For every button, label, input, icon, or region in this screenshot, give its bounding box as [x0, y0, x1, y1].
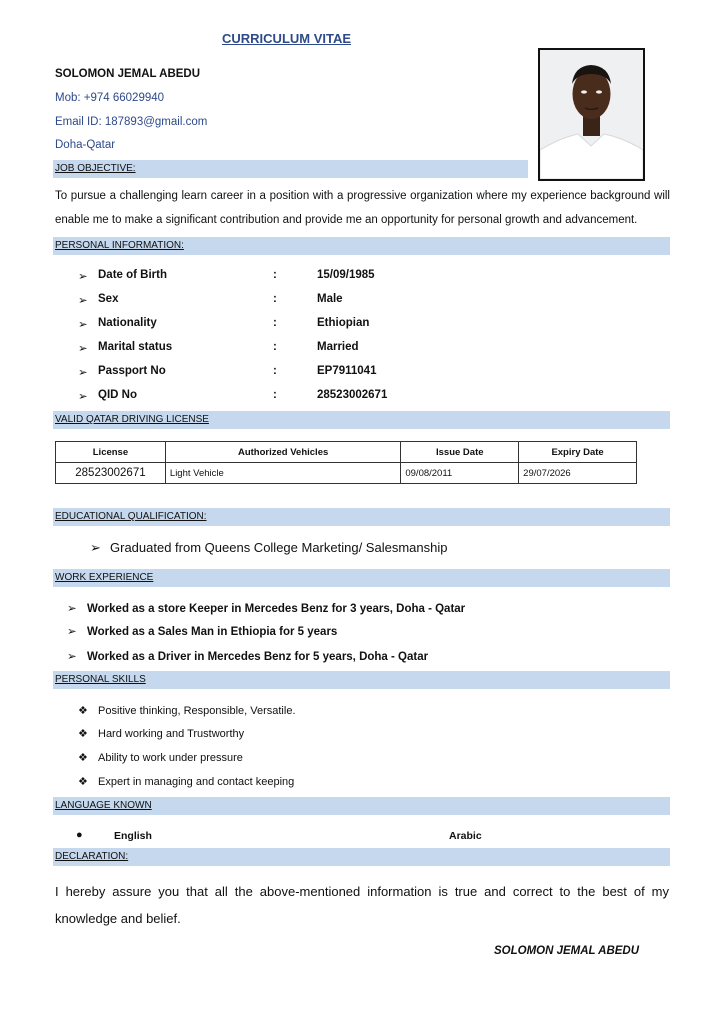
table-cell: 28523002671: [56, 463, 166, 484]
arrow-bullet-icon: ➢: [78, 391, 88, 403]
profile-photo: [538, 48, 645, 181]
table-cell: 29/07/2026: [519, 463, 637, 484]
work-text: Worked as a store Keeper in Mercedes Benz for 3 years, Doha - Qatar: [87, 603, 466, 615]
arrow-bullet-icon: ➢: [67, 651, 77, 663]
info-value: 28523002671: [317, 389, 388, 401]
arrow-bullet-icon: ➢: [90, 540, 101, 555]
arrow-bullet-icon: ➢: [78, 295, 88, 307]
info-label: QID No: [98, 389, 137, 401]
info-colon: :: [273, 317, 277, 329]
column-header: License: [56, 442, 166, 463]
work-experience-heading: WORK EXPERIENCE: [53, 569, 670, 587]
info-row-marital-status: [78, 341, 359, 361]
language-heading: LANGUAGE KNOWN: [53, 797, 670, 815]
language-english: English: [114, 830, 152, 842]
info-colon: :: [273, 293, 277, 305]
diamond-bullet-icon: ❖: [78, 776, 88, 788]
info-value: EP7911041: [317, 365, 377, 377]
diamond-bullet-icon: ❖: [78, 705, 88, 717]
table-cell: 09/08/2011: [401, 463, 519, 484]
page-title: CURRICULUM VITAE: [222, 31, 352, 46]
candidate-name: SOLOMON JEMAL ABEDU: [55, 68, 201, 80]
arrow-bullet-icon: ➢: [78, 271, 88, 283]
info-value: Ethiopian: [317, 317, 370, 329]
driving-license-heading: VALID QATAR DRIVING LICENSE: [53, 411, 670, 429]
table-row: [56, 463, 637, 484]
info-value: Married: [317, 341, 359, 353]
info-colon: :: [273, 269, 277, 281]
skill-item: [78, 704, 296, 717]
arrow-bullet-icon: ➢: [78, 343, 88, 355]
work-item: [67, 649, 428, 663]
declaration-heading: DECLARATION:: [53, 848, 670, 866]
info-row-qid: [78, 389, 388, 409]
skill-item: [78, 775, 294, 788]
work-text: Worked as a Sales Man in Ethiopia for 5 years: [87, 626, 338, 638]
info-row-sex: [78, 293, 343, 313]
language-arabic: Arabic: [449, 830, 482, 842]
info-row-dob: [78, 269, 375, 289]
email-address: Email ID: 187893@gmail.com: [55, 116, 208, 128]
diamond-bullet-icon: ❖: [78, 728, 88, 740]
info-value: 15/09/1985: [317, 269, 375, 281]
arrow-bullet-icon: ➢: [78, 367, 88, 379]
arrow-bullet-icon: ➢: [67, 626, 77, 638]
person-photo-icon: [540, 50, 643, 179]
skill-text: Hard working and Trustworthy: [98, 728, 245, 740]
column-header: Expiry Date: [519, 442, 637, 463]
info-colon: :: [273, 341, 277, 353]
info-row-passport: [78, 365, 377, 385]
education-text: Graduated from Queens College Marketing/ Salesmanship: [110, 540, 448, 555]
dot-bullet-icon: ●: [76, 829, 83, 841]
column-header: Authorized Vehicles: [165, 442, 400, 463]
info-colon: :: [273, 389, 277, 401]
skill-item: [78, 727, 244, 740]
job-objective-heading: JOB OBJECTIVE:: [53, 160, 528, 178]
skill-text: Ability to work under pressure: [98, 752, 243, 764]
skill-text: Positive thinking, Responsible, Versatile.: [98, 705, 296, 717]
location: Doha-Qatar: [55, 139, 116, 151]
arrow-bullet-icon: ➢: [78, 319, 88, 331]
license-table: [55, 441, 637, 484]
work-item: [67, 624, 337, 638]
arrow-bullet-icon: ➢: [67, 603, 77, 615]
info-label: Passport No: [98, 365, 166, 377]
info-label: Date of Birth: [98, 269, 167, 281]
education-heading: EDUCATIONAL QUALIFICATION:: [53, 508, 670, 526]
education-item: [90, 540, 447, 556]
mobile-number: Mob: +974 66029940: [55, 92, 165, 104]
info-label: Nationality: [98, 317, 157, 329]
skill-text: Expert in managing and contact keeping: [98, 776, 295, 788]
info-value: Male: [317, 293, 343, 305]
work-item: [67, 601, 465, 615]
personal-skills-heading: PERSONAL SKILLS: [53, 671, 670, 689]
table-cell: Light Vehicle: [165, 463, 400, 484]
skill-item: [78, 751, 243, 764]
info-row-nationality: [78, 317, 370, 337]
job-objective-text: To pursue a challenging learn career in a position with a progressive organization where my experience background will enable me to make a significant contribution and provide me an opportunity for personal growth and advancement.: [55, 190, 670, 226]
info-label: Sex: [98, 293, 119, 305]
signature-name: SOLOMON JEMAL ABEDU: [494, 945, 640, 957]
diamond-bullet-icon: ❖: [78, 752, 88, 764]
personal-information-heading: PERSONAL INFORMATION:: [53, 237, 670, 255]
declaration-text: I hereby assure you that all the above-mentioned information is true and correct to the best of my knowledge and belief.: [55, 884, 669, 926]
column-header: Issue Date: [401, 442, 519, 463]
table-header-row: [56, 442, 637, 463]
info-label: Marital status: [98, 341, 173, 353]
work-text: Worked as a Driver in Mercedes Benz for 5 years, Doha - Qatar: [87, 651, 429, 663]
info-colon: :: [273, 365, 277, 377]
